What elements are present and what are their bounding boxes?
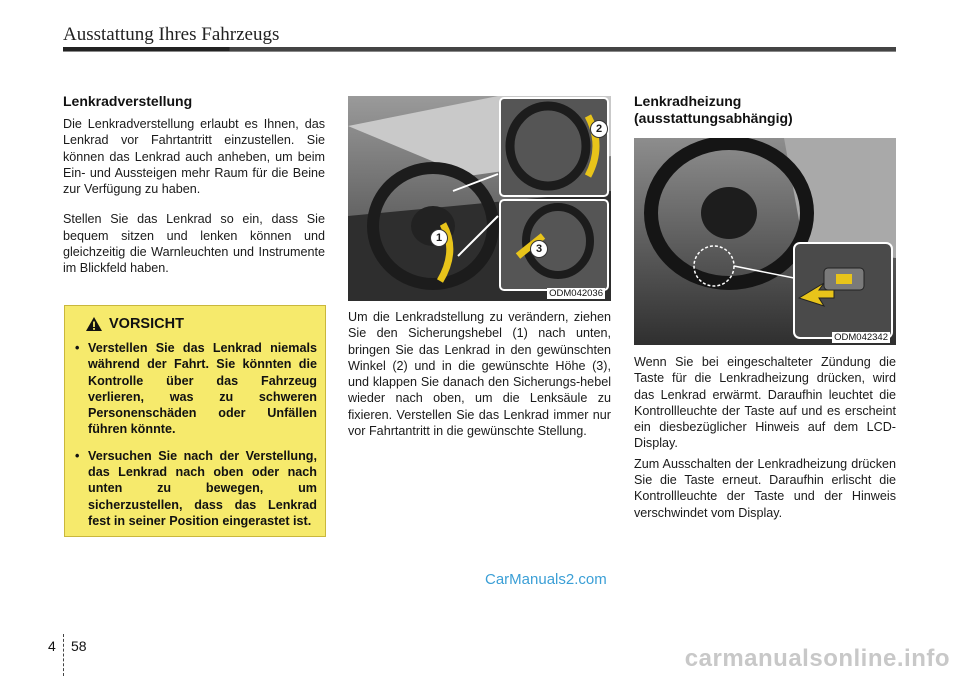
caution-list bbox=[75, 340, 317, 539]
watermark-text: carmanualsonline.info bbox=[684, 645, 950, 672]
figure-label: ODM042342 bbox=[834, 332, 888, 343]
section-steering-adjustment bbox=[63, 93, 325, 277]
caution-label: VORSICHT bbox=[109, 316, 184, 332]
heading-line: Lenkradheizung bbox=[634, 93, 742, 109]
paragraph: Die Lenkradverstellung erlaubt es Ihnen, das Lenkrad vor Fahrtantritt einzustellen. Sie können das Lenkrad auch anheben, um beim Ein- und Aussteigen mehr Raum für die Beine zur Verfügung zu haben. bbox=[63, 117, 325, 197]
section-heading bbox=[634, 93, 896, 127]
heading-line: (ausstattungsabhängig) bbox=[634, 110, 793, 126]
callout-3: 3 bbox=[530, 240, 548, 258]
header-title: Ausstattung Ihres Fahrzeugs bbox=[63, 24, 280, 45]
page-number: 58 bbox=[71, 638, 87, 654]
paragraph: Um die Lenkradstellung zu verändern, ziehen Sie den Sicherungshebel (1) nach unten, bringen Sie das Lenkrad in den gewünschten Winkel (2) und in die gewünschte Höhe (3), und klappen Sie danach den Sicherungs-hebel wieder nach oben, um die Lenksäule zu fixieren. Verstellen Sie das Lenkrad immer nur vor Fahrtantritt in die gewünschte Stellung. bbox=[348, 310, 611, 439]
caution-box bbox=[64, 305, 326, 537]
warning-triangle-icon bbox=[85, 316, 103, 332]
watermark-link[interactable]: CarManuals2.com bbox=[485, 571, 607, 588]
footer-divider bbox=[63, 634, 65, 676]
paragraph: Stellen Sie das Lenkrad so ein, dass Sie bequem sitzen und lenken können und gleichzeitig die Warnleuchten und Instrumente im Blickfeld haben. bbox=[63, 212, 325, 276]
header-rule bbox=[63, 47, 896, 51]
caution-title bbox=[85, 316, 184, 332]
callout-1: 1 bbox=[430, 229, 448, 247]
section-steering-heater bbox=[634, 93, 896, 521]
callout-2: 2 bbox=[590, 120, 608, 138]
paragraph: Zum Ausschalten der Lenkradheizung drücken Sie die Taste erneut. Daraufhin erlischt die Kontrollleuchte der Taste und der Hinweis verschwindet vom Display. bbox=[634, 456, 896, 520]
steering-heater-figure bbox=[634, 138, 896, 345]
caution-item: • Versuchen Sie nach der Verstellung, das Lenkrad nach oben oder nach unten zu bewegen, um sicherzustellen, dass das Lenkrad fest in seiner Position eingerastet ist. bbox=[75, 448, 317, 529]
steering-adjustment-figure bbox=[348, 96, 611, 301]
figure-label: ODM042036 bbox=[549, 288, 603, 299]
chapter-number: 4 bbox=[48, 638, 56, 654]
caution-item: • Verstellen Sie das Lenkrad niemals während der Fahrt. Sie könnten die Kontrolle über das Fahrzeug verlieren, was zu schweren Personenschäden oder Unfällen führen könnte. bbox=[75, 340, 317, 438]
section-steering-procedure bbox=[348, 96, 611, 439]
paragraph: Wenn Sie bei eingeschalteter Zündung die Taste für die Lenkradheizung drücken, wird das Lenkrad erwärmt. Daraufhin leuchtet die Kontrollleuchte der Taste auf und es erscheint ein diesbezüglicher Hinweis auf dem LCD-Display. bbox=[634, 355, 896, 451]
section-heading: Lenkradverstellung bbox=[63, 93, 193, 109]
